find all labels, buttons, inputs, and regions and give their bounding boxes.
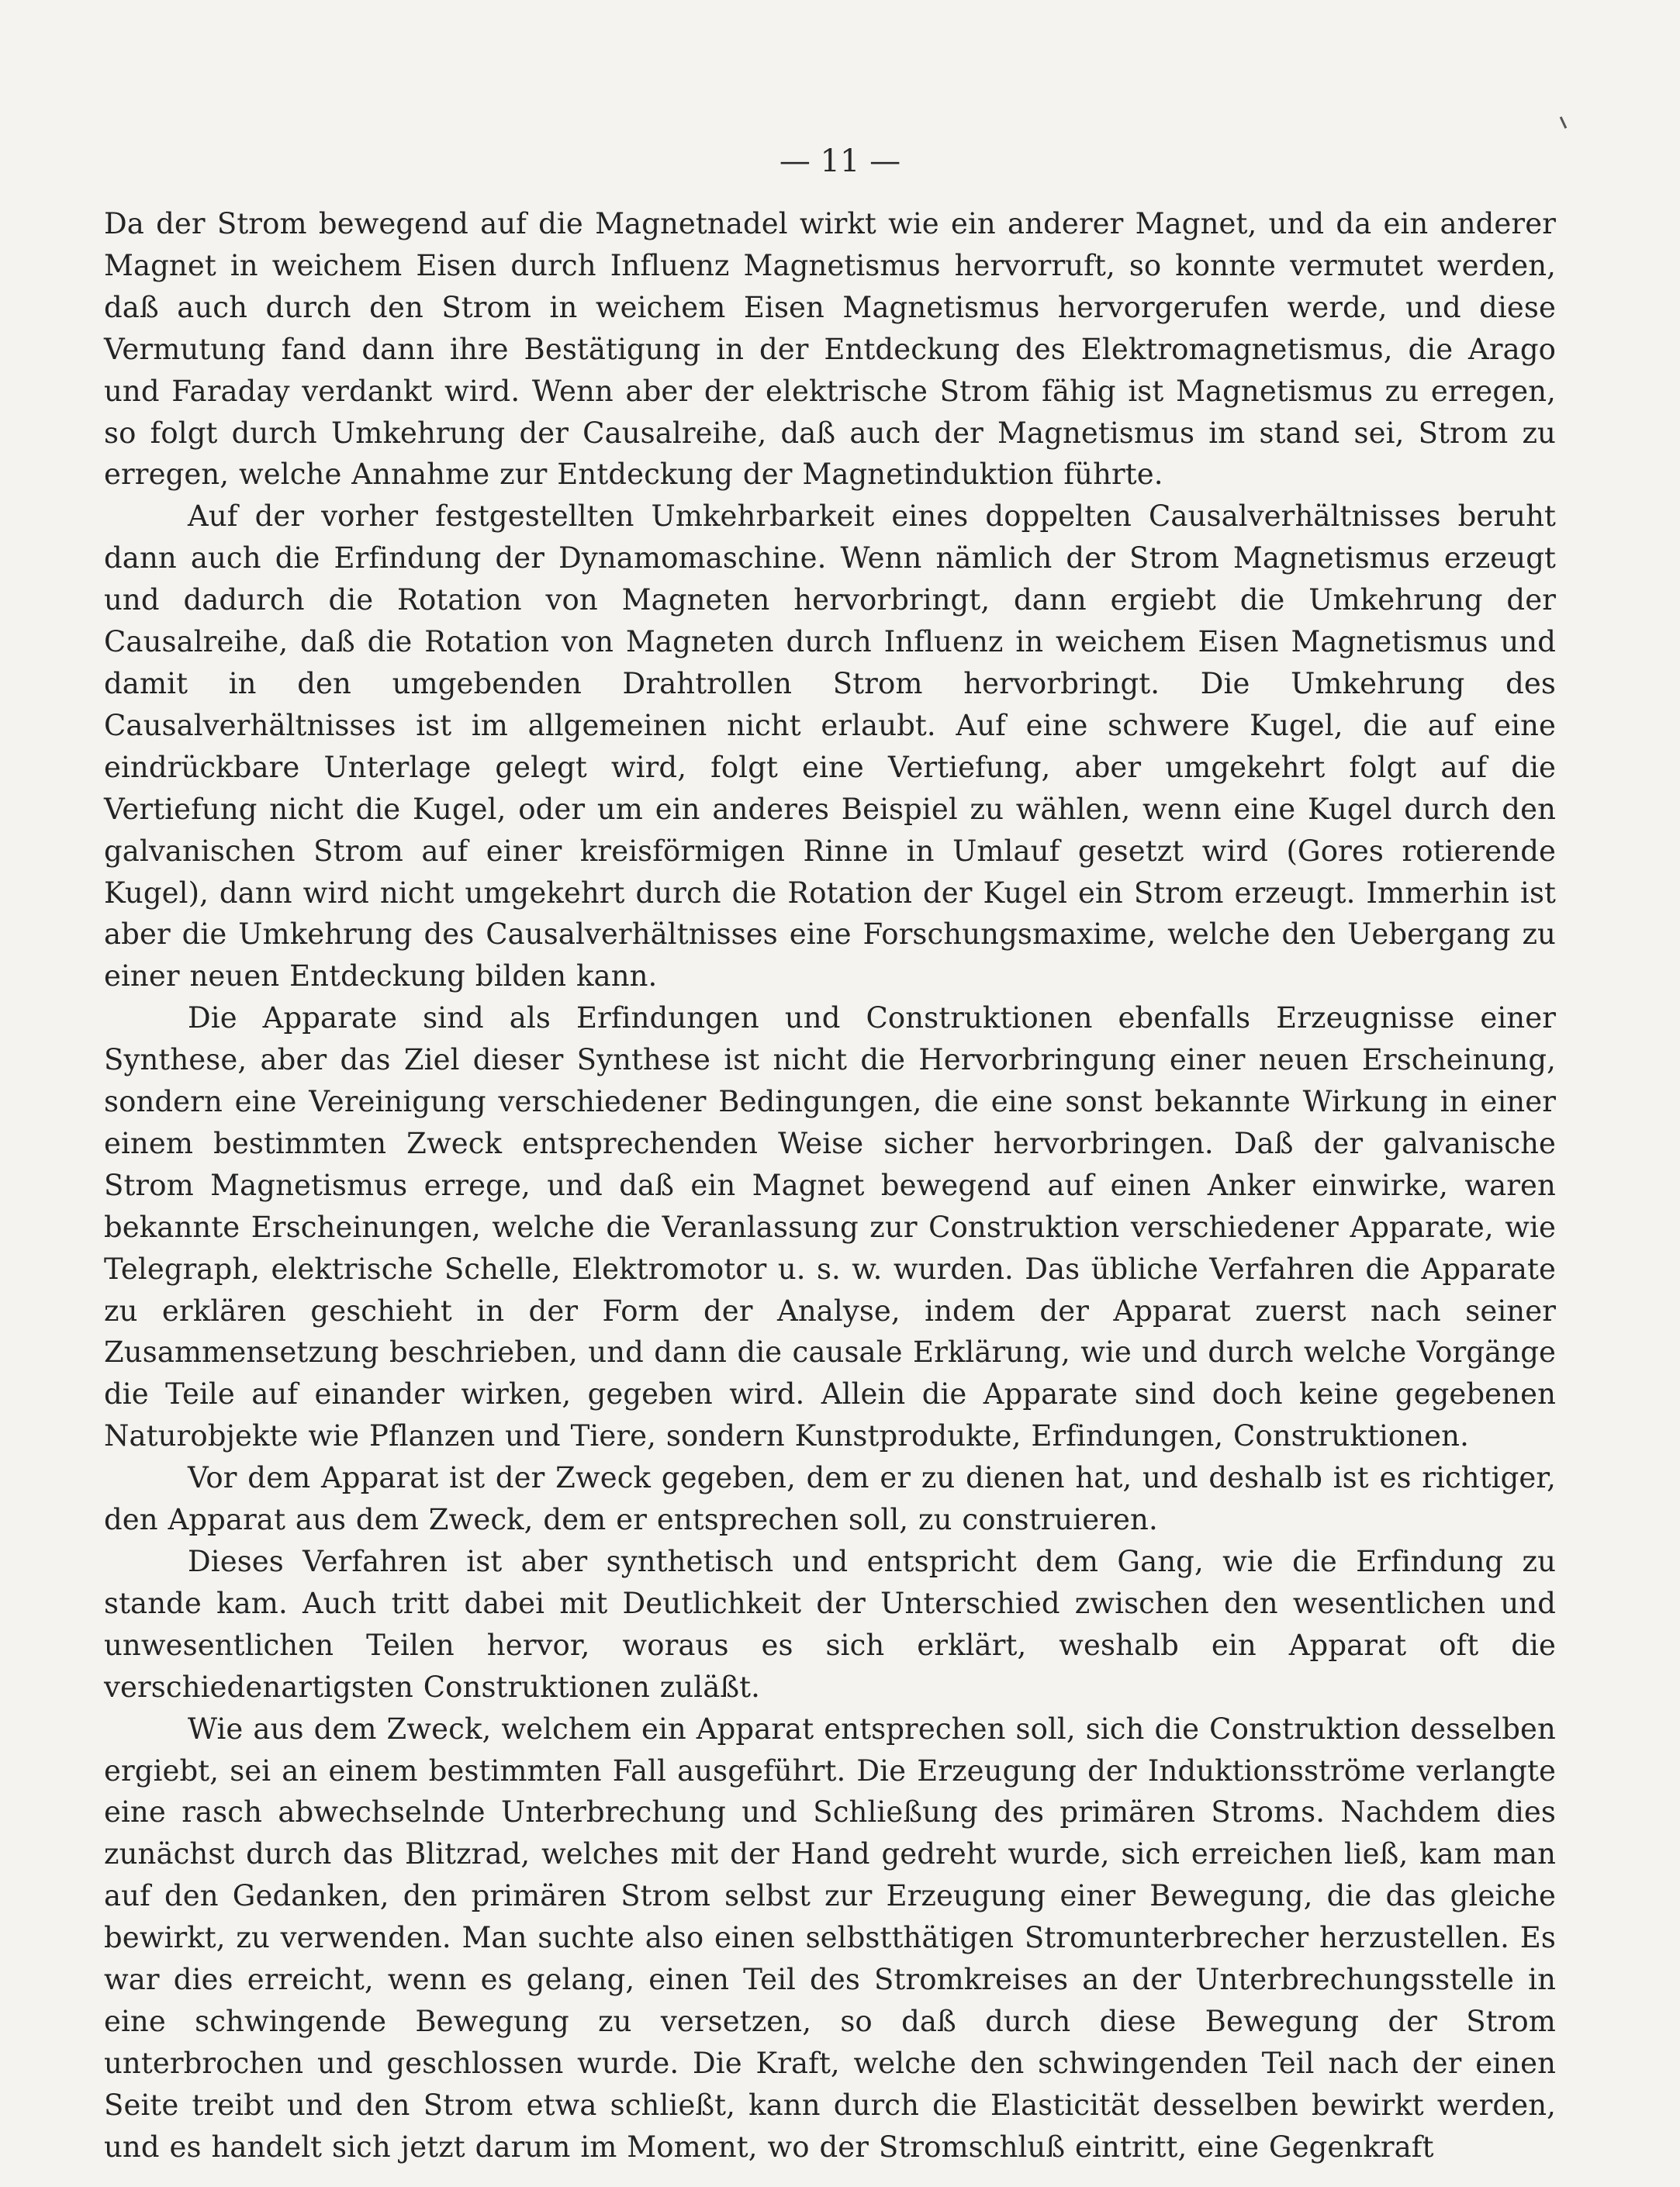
paragraph-1: Da der Strom bewegend auf die Magnetnadel wirkt wie ein anderer Magnet, und da ein anderer Magnet in weichem Eisen durch Influenz Magnetismus hervorruft, so konnte vermutet werden, daß auch durch den Strom in weichem Eisen Magnetismus hervorgerufen werde, und diese Vermutung fand dann ihre Bestätigung in der Entdeckung des Elektromagnetismus, die Arago und Faraday verdankt wird. Wenn aber der elektrische Strom fähig ist Magnetismus zu erregen, so folgt durch Umkehrung der Causalreihe, daß auch der Magnetismus im stand sei, Strom zu erregen, welche Annahme zur Entdeckung der Magnetinduktion führte. bbox=[104, 207, 1556, 492]
page-number: — 11 — bbox=[779, 143, 901, 179]
body-text bbox=[104, 203, 1556, 2168]
paragraph-5: Dieses Verfahren ist aber synthetisch und entspricht dem Gang, wie die Erfindung zu stande kam. Auch tritt dabei mit Deutlichkeit der Unterschied zwischen den wesentlichen und unwesentlichen Teilen hervor, woraus es sich erklärt, weshalb ein Apparat oft die verschiedenartigsten Construktionen zuläßt. bbox=[104, 1545, 1556, 1704]
paragraph-6: Wie aus dem Zweck, welchem ein Apparat entsprechen soll, sich die Construktion desselben ergiebt, sei an einem bestimmten Fall ausgeführt. Die Erzeugung der Induktionsströme verlangte eine rasch abwechselnde Unterbrechung und Schließung des primären Stroms. Nachdem dies zunächst durch das Blitzrad, welches mit der Hand gedreht wurde, sich erreichen ließ, kam man auf den Gedanken, den primären Strom selbst zur Erzeugung einer Bewegung, die das gleiche bewirkt, zu verwenden. Man suchte also einen selbstthätigen Stromunterbrecher herzustellen. Es war dies erreicht, wenn es gelang, einen Teil des Stromkreises an der Unterbrechungsstelle in eine schwingende Bewegung zu versetzen, so daß durch diese Bewegung der Strom unterbrochen und geschlossen wurde. Die Kraft, welche den schwingenden Teil nach der einen Seite treibt und den Strom etwa schließt, kann durch die Elasticität desselben bewirkt werden, und es handelt sich jetzt darum im Moment, wo der Stromschluß eintritt, eine Gegenkraft bbox=[104, 1712, 1556, 2164]
paragraph-3: Die Apparate sind als Erfindungen und Construktionen ebenfalls Erzeugnisse einer Synthese, aber das Ziel dieser Synthese ist nicht die Hervorbringung einer neuen Erscheinung, sondern eine Vereinigung verschiedener Bedingungen, die eine sonst bekannte Wirkung in einer einem bestimmten Zweck entsprechenden Weise sicher hervorbringen. Daß der galvanische Strom Magnetismus errege, und daß ein Magnet bewegend auf einen Anker einwirke, waren bekannte Erscheinungen, welche die Veranlassung zur Construktion verschiedener Apparate, wie Telegraph, elektrische Schelle, Elektromotor u. s. w. wurden. Das übliche Verfahren die Apparate zu erklären geschieht in der Form der Analyse, indem der Apparat zuerst nach seiner Zusammensetzung beschrieben, und dann die causale Erklärung, wie und durch welche Vorgänge die Teile auf einander wirken, gegeben wird. Allein die Apparate sind doch keine gegebenen Naturobjekte wie Pflanzen und Tiere, sondern Kunstprodukte, Erfindungen, Construktionen. bbox=[104, 1001, 1556, 1453]
paragraph-4: Vor dem Apparat ist der Zweck gegeben, dem er zu dienen hat, und deshalb ist es richtiger, den Apparat aus dem Zweck, dem er entsprechen soll, zu construieren. bbox=[104, 1461, 1556, 1537]
margin-mark bbox=[1560, 116, 1567, 129]
paragraph-2: Auf der vorher festgestellten Umkehrbarkeit eines doppelten Causalverhältnisses beruht dann auch die Erfindung der Dynamomaschine. Wenn nämlich der Strom Magnetismus erzeugt und dadurch die Rotation von Magneten hervorbringt, dann ergiebt die Umkehrung der Causalreihe, daß die Rotation von Magneten durch Influenz in weichem Eisen Magnetismus und damit in den umgebenden Drahtrollen Strom hervorbringt. Die Umkehrung des Causalverhältnisses ist im allgemeinen nicht erlaubt. Auf eine schwere Kugel, die auf eine eindrückbare Unterlage gelegt wird, folgt eine Vertiefung, aber umgekehrt folgt auf die Vertiefung nicht die Kugel, oder um ein anderes Beispiel zu wählen, wenn eine Kugel durch den galvanischen Strom auf einer kreisförmigen Rinne in Umlauf gesetzt wird (Gores rotierende Kugel), dann wird nicht umgekehrt durch die Rotation der Kugel ein Strom erzeugt. Immerhin ist aber die Umkehrung des Causalverhältnisses eine Forschungsmaxime, welche den Uebergang zu einer neuen Entdeckung bilden kann. bbox=[104, 499, 1556, 993]
